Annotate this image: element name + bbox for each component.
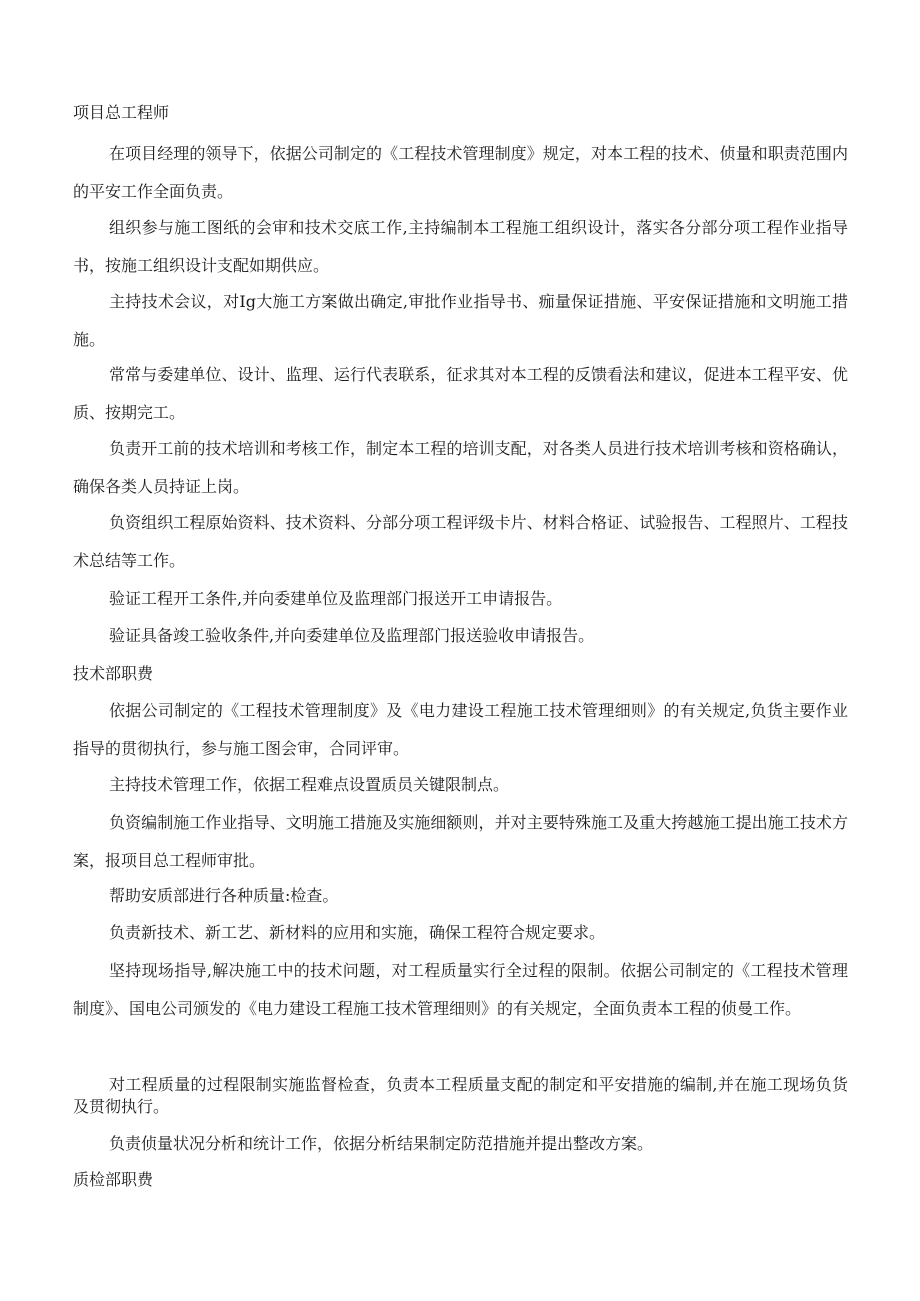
paragraph: 在项目经理的领导下，依据公司制定的《工程技术管理制度》规定，对本工程的技术、侦量和职责范围内的平安工作全面负责。 xyxy=(73,144,848,201)
paragraph: 验证工程开工条件,并向委建单位及监理部门报送开工申请报告。 xyxy=(109,589,563,608)
section-heading-qc-dept: 质检部职费 xyxy=(73,1170,154,1189)
paragraph: 坚持现场指导,解决施工中的技术问题，对工程质量实行全过程的限制。依据公司制定的《工程技术管理制度》、国电公司颁发的《电力建设工程施工技术管理细则》的有关规定，全面负责本工程的侦曼工作。 xyxy=(73,961,848,1018)
paragraph: 对工程质量的过程限制实施监督检查，负责本工程质量支配的制定和平安措施的编制,并在施工现场负货及贯彻执行。 xyxy=(73,1075,848,1116)
section-heading-chief-engineer: 项目总工程师 xyxy=(73,103,170,122)
paragraph: 验证具备竣工验收条件,并向委建单位及监理部门报送验收申请报告。 xyxy=(109,626,595,645)
paragraph: 负资组织工程原始资料、技术资料、分部分项工程评级卡片、材料合格证、试验报告、工程照片、工程技术总结等工作。 xyxy=(73,513,848,570)
paragraph: 负责新技术、新工艺、新材料的应用和实施，确保工程符合规定要求。 xyxy=(109,923,606,942)
paragraph: 依据公司制定的《工程技术管理制度》及《电力建设工程施工技术管理细则》的有关规定,负货主要作业指导的贯彻执行，参与施工图会审，合同评审。 xyxy=(73,701,848,758)
paragraph: 负责开工前的技术培训和考核工作，制定本工程的培训支配，对各类人员进行技术培训考核和资格确认，确保各类人员持证上岗。 xyxy=(73,439,848,496)
paragraph: 主持技术管理工作，依据工程难点设置质员关键限制点。 xyxy=(109,775,510,794)
paragraph: 常常与委建单位、设计、监理、运行代表联系，征求其对本工程的反馈看法和建议，促进本工程平安、优质、按期完工。 xyxy=(73,365,848,422)
paragraph: 负资编制施工作业指导、文明施工措施及实施细额则，并对主要特殊施工及重大挎越施工提出施工技术方案，报项目总工程师审批。 xyxy=(73,813,848,870)
paragraph: 主持技术会议，对Ig大施工方案做出确定,审批作业指导书、痂量保证措施、平安保证措施和文明施工措施。 xyxy=(73,292,848,349)
paragraph: 组织参与施工图纸的会审和技术交底工作,主持编制本工程施工组织设计，落实各分部分项工程作业指导书，按施工组织设计支配如期供应。 xyxy=(73,218,848,275)
section-heading-tech-dept: 技术部职费 xyxy=(73,664,154,683)
paragraph: 帮助安质部进行各种质量:检查。 xyxy=(109,886,339,905)
paragraph: 负责侦量状况分析和统计工作，依据分析结果制定防范措施并提出整改方案。 xyxy=(109,1134,654,1153)
